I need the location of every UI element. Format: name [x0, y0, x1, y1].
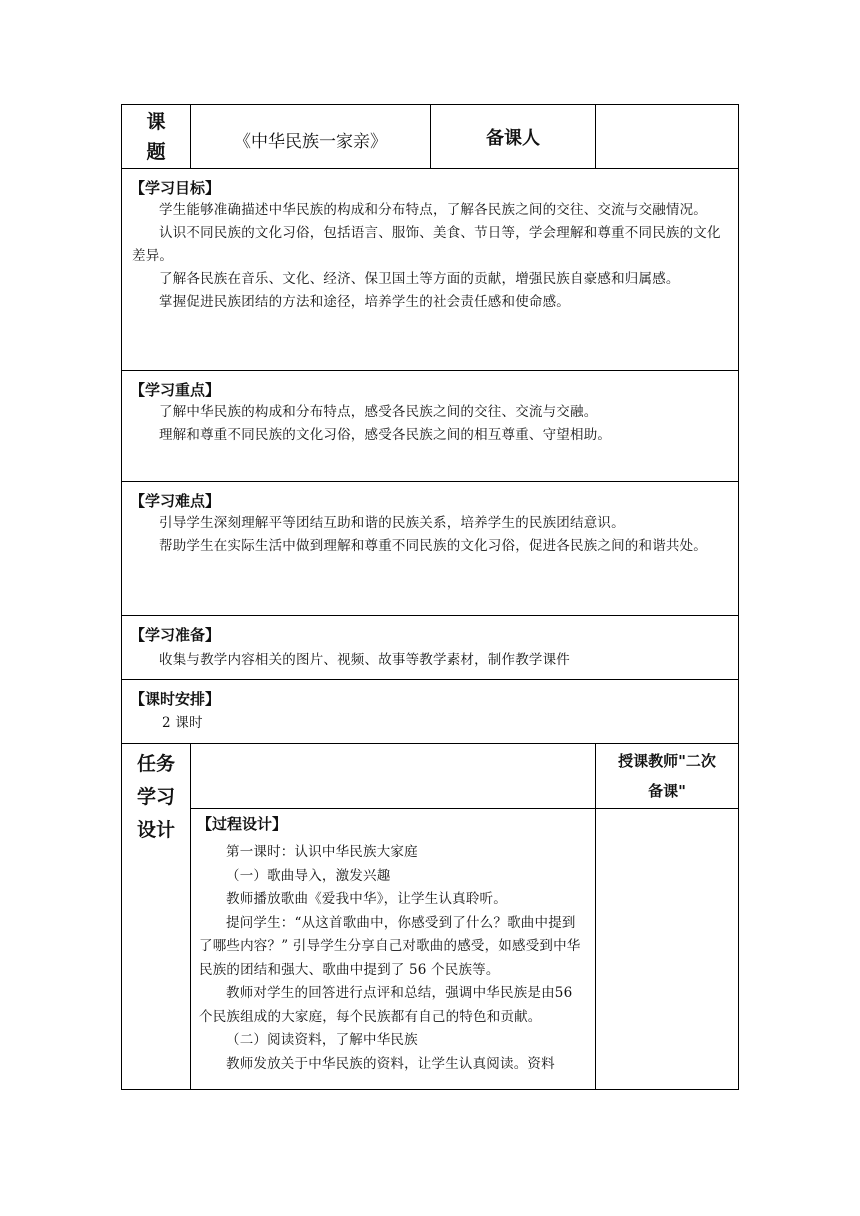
topic-label: [122, 105, 191, 169]
key-point-item: 理解和尊重不同民族的文化习俗，感受各民族之间的相互尊重、守望相助。: [159, 427, 612, 443]
process-item: 教师对学生的回答进行点评和总结，强调中华民族是由56 个民族组成的大家庭，每个民族都有自己的特色和贡献。: [199, 985, 573, 1025]
difficulties-row: [122, 482, 739, 616]
task-header-blank: [191, 744, 596, 809]
objective-item: 掌握促进民族团结的方法和途径，培养学生的社会责任感和使命感。: [159, 294, 570, 310]
process-item: 教师播放歌曲《爱我中华》，让学生认真聆听。: [226, 891, 507, 907]
schedule-row: [122, 680, 739, 744]
objective-item: 了解各民族在音乐、文化、经济、保卫国土等方面的贡献，增强民族自豪感和归属感。: [159, 271, 680, 287]
difficulty-item: 引导学生深刻理解平等团结互助和谐的民族关系，培养学生的民族团结意识。: [159, 515, 625, 531]
process-item: 第一课时：认识中华民族大家庭: [226, 844, 418, 860]
task-design-label: [122, 744, 191, 1090]
topic-label-line1: 课: [146, 110, 166, 133]
teacher-second-prep-notes: [596, 809, 739, 1090]
teacher-second-prep-header: [596, 744, 739, 809]
header-row: [122, 105, 739, 169]
task-label-line2: 学习: [136, 786, 175, 808]
key-points-section: [122, 371, 739, 482]
key-points-row: [122, 371, 739, 482]
objectives-row: [122, 169, 739, 371]
preparation-title: 【学习准备】: [130, 626, 221, 644]
preparation-item: 收集与教学内容相关的图片、视频、故事等教学素材，制作教学课件: [159, 652, 570, 668]
difficulties-section: [122, 482, 739, 616]
difficulties-title: 【学习难点】: [130, 492, 221, 510]
objectives-title: 【学习目标】: [130, 179, 221, 197]
schedule-section: [122, 680, 739, 744]
objective-item: 学生能够准确描述中华民族的构成和分布特点，了解各民族之间的交往、交流与交融情况。: [159, 202, 707, 218]
difficulty-item: 帮助学生在实际生活中做到理解和尊重不同民族的文化习俗，促进各民族之间的和谐共处。: [159, 538, 707, 554]
preparer-label: 备课人: [431, 105, 596, 169]
process-design-section: [191, 809, 596, 1090]
process-item: （一）歌曲导入，激发兴趣: [226, 867, 391, 884]
topic-value: 《中华民族一家亲》: [191, 105, 431, 169]
preparation-section: [122, 616, 739, 680]
task-header-row: [122, 744, 739, 809]
schedule-value: 2 课时: [162, 715, 203, 731]
teacher-col-line1: 授课教师"二次: [618, 752, 716, 770]
key-point-item: 了解中华民族的构成和分布特点，感受各民族之间的交往、交流与交融。: [159, 404, 598, 420]
key-points-title: 【学习重点】: [130, 381, 221, 399]
preparer-value: [596, 105, 739, 169]
objectives-section: [122, 169, 739, 371]
process-item: 教师发放关于中华民族的资料，让学生认真阅读。资料: [226, 1055, 555, 1072]
preparation-row: [122, 616, 739, 680]
process-item: 提问学生：“从这首歌曲中，你感受到了什么？歌曲中提到了哪些内容？” 引导学生分享自己对歌曲的感受，如感受到中华民族的团结和强大、歌曲中提到了 56 个民族等。: [199, 914, 581, 978]
objective-item: 认识不同民族的文化习俗，包括语言、服饰、美食、节日等，学会理解和尊重不同民族的文化差异。: [132, 225, 721, 264]
process-item: （二）阅读资料，了解中华民族: [226, 1032, 418, 1048]
process-title: 【过程设计】: [197, 815, 288, 833]
topic-label-line2: 题: [146, 140, 166, 163]
teacher-col-line2: 备课": [648, 782, 686, 800]
process-row: [122, 809, 739, 1090]
task-label-line1: 任务: [136, 753, 175, 775]
schedule-title: 【课时安排】: [130, 690, 221, 708]
lesson-plan-table: [121, 104, 739, 1090]
task-label-line3: 设计: [136, 819, 175, 841]
